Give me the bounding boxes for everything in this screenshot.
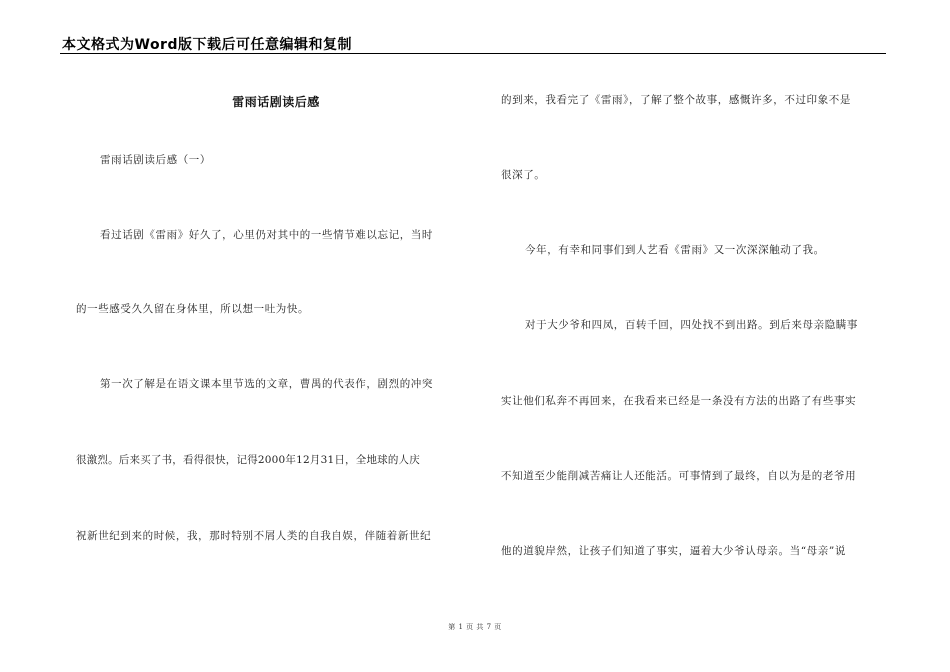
paragraph-line: 第一次了解是在语文课本里节选的文章，曹禺的代表作，剧烈的冲突 xyxy=(100,378,433,390)
paragraph-line: 实让他们私奔不再回来，在我看来已经是一条没有方法的出路了有些事实 xyxy=(501,395,857,407)
paragraph-line: 很激烈。后来买了书，看得很快，记得2000年12月31日，全地球的人庆 xyxy=(76,454,420,466)
paragraph-line: 的到来，我看完了《雷雨》，了解了整个故事，感慨许多，不过印象不是 xyxy=(501,94,851,106)
paragraph-line: 看过话剧《雷雨》好久了，心里仍对其中的一些情节难以忘记，当时 xyxy=(100,229,433,241)
paragraph-line: 不知道至少能削减苦痛让人还能活。可事情到了最终，自以为是的老爷用 xyxy=(501,470,857,482)
header-divider xyxy=(60,53,886,54)
paragraph-line: 对于大少爷和四凤，百转千回，四处找不到出路。到后来母亲隐瞒事 xyxy=(525,319,858,331)
paragraph-line: 雷雨话剧读后感（一） xyxy=(100,154,211,166)
document-header: 本文格式为Word版下载后可任意编辑和复制 xyxy=(62,37,352,53)
paragraph-line: 他的道貌岸然，让孩子们知道了事实，逼着大少爷认母亲。当“母亲”说 xyxy=(501,545,846,557)
paragraph-line: 祝新世纪到来的时候，我，那时特别不屑人类的自我自娱，伴随着新世纪 xyxy=(76,530,432,542)
paragraph-line: 今年，有幸和同事们到人艺看《雷雨》又一次深深触动了我。 xyxy=(525,244,825,256)
paragraph-line: 的一些感受久久留在身体里，所以想一吐为快。 xyxy=(76,303,310,315)
document-title: 雷雨话剧读后感 xyxy=(232,95,320,109)
paragraph-line: 很深了。 xyxy=(501,169,546,181)
page-number: 第 1 页 共 7 页 xyxy=(448,623,502,631)
